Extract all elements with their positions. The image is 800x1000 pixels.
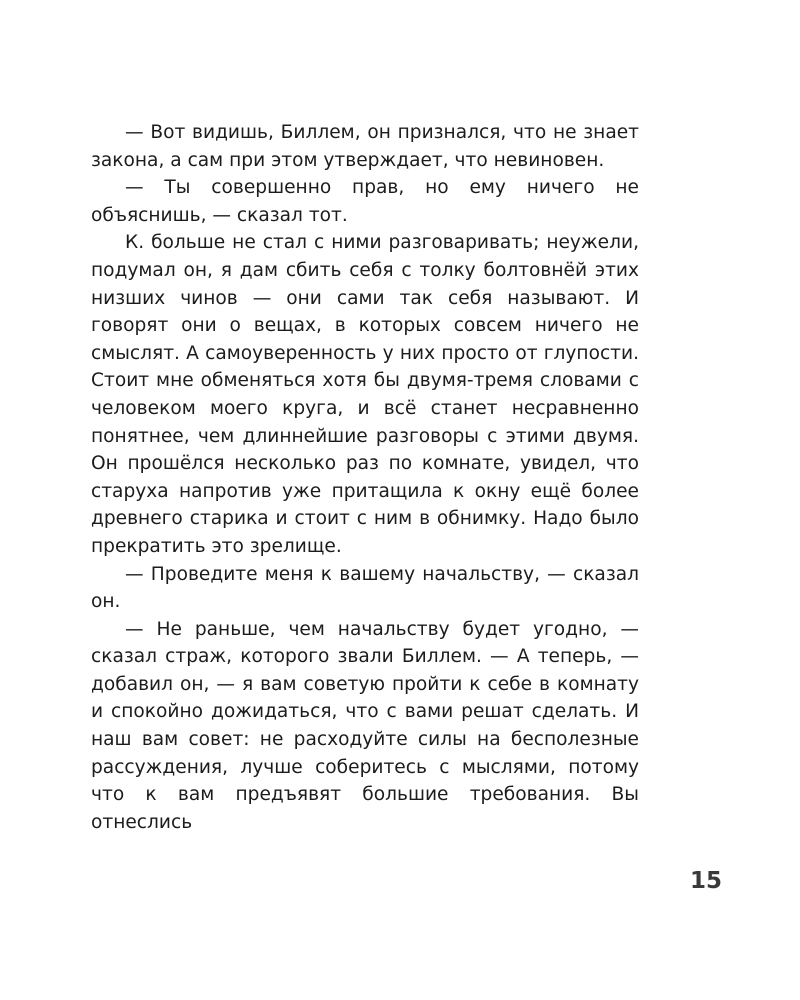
paragraph-1: — Вот видишь, Биллем, он признался, что не знает закона, а сам при этом утверждает, что невиновен. — [91, 122, 639, 171]
paragraph-2: — Ты совершенно прав, но ему ничего не объяснишь, — сказал тот. — [91, 177, 639, 226]
page-number: 15 — [689, 868, 722, 894]
paragraph-5: — Не раньше, чем начальству будет угодно, — сказал страж, которого звали Биллем. — А теперь, — добавил он, — я вам советую пройти к себе в комнату и спокойно дожидаться, что с вами решат сделать. И наш вам совет: не расходуйте силы на бесполезные рассуждения, лучше соберитесь с мыслями, потому что к вам предъявят большие требования. Вы отнеслись — [91, 618, 639, 833]
paragraph-4: — Проведите меня к вашему начальству, — сказал он. — [91, 563, 639, 613]
paragraph-3: К. больше не стал с ними разговаривать; неужели, подумал он, я дам сбить себя с толку болтовнёй этих низших чинов — они сами так себя называют. И говорят они о вещах, в которых совсем ничего не смыслят. А самоуверенность у них просто от глупости. Стоит мне обменяться хотя бы двумя-тремя словами с человеком моего круга, и всё станет несравненно понятнее, чем длиннейшие разговоры с этими двумя. Он прошёлся несколько раз по комнате, увидел, что старуха напротив уже притащила к окну ещё более древнего старика и стоит с ним в обнимку. Надо было прекратить это зрелище. — [91, 232, 639, 557]
book-page-text — [91, 119, 639, 836]
